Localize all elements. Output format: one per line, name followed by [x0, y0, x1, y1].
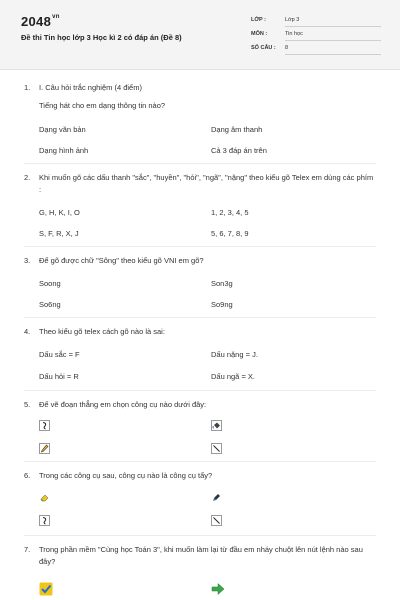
- option-3d[interactable]: So9ng: [211, 300, 233, 309]
- exam-header: [0, 0, 400, 70]
- subject-value: Tin học: [285, 31, 381, 41]
- meta-grade: LỚP : Lớp 3: [251, 17, 381, 29]
- option-1b[interactable]: Dạng âm thanh: [211, 125, 263, 134]
- option-1c[interactable]: Dạng hình ảnh: [39, 146, 89, 155]
- divider: [24, 461, 376, 462]
- line-tool-icon[interactable]: [211, 443, 222, 454]
- option-2d[interactable]: 5, 6, 7, 8, 9: [211, 229, 249, 238]
- meta-question-count: SỐ CÂU : 8: [251, 45, 381, 57]
- color-picker-icon[interactable]: [211, 492, 222, 503]
- curve-tool-icon[interactable]: [39, 515, 50, 526]
- option-1a[interactable]: Dạng văn bản: [39, 125, 86, 134]
- divider: [24, 317, 376, 318]
- curve-tool-icon[interactable]: [39, 420, 50, 431]
- divider: [24, 535, 376, 536]
- pencil-icon[interactable]: [39, 443, 50, 454]
- option-3b[interactable]: Son3g: [211, 279, 233, 288]
- check-mark-icon[interactable]: [39, 582, 53, 596]
- site-logo[interactable]: $2048^{vn}$: [21, 14, 60, 29]
- green-arrow-icon[interactable]: [211, 582, 225, 596]
- eraser-icon[interactable]: [39, 492, 50, 503]
- option-3a[interactable]: Soong: [39, 279, 61, 288]
- divider: [24, 246, 376, 247]
- option-4a[interactable]: Dấu sắc = F: [39, 350, 80, 359]
- option-4b[interactable]: Dấu nặng = J.: [211, 350, 258, 359]
- grade-value: Lớp 3: [285, 17, 381, 27]
- question-count-value: 8: [285, 45, 381, 55]
- option-2b[interactable]: 1, 2, 3, 4, 5: [211, 208, 249, 217]
- option-1d[interactable]: Cả 3 đáp án trên: [211, 146, 267, 155]
- meta-subject: MÔN : Tin học: [251, 31, 381, 43]
- exam-title: Đề thi Tin học lớp 3 Học kì 2 có đáp án (Đề 8): [21, 33, 182, 42]
- divider: [24, 163, 376, 164]
- question-list: 1. I. Câu hỏi trắc nghiệm (4 điểm) Tiếng hát cho em dạng thông tin nào? Dạng văn bản Dạng âm thanh Dạng hình ảnh Cả 3 đáp án trên 2. Khi muốn gõ các dấu thanh "sắc", "huyền", "hỏi", "ngã", "nặng" theo kiểu gõ Telex em dùng các phím : G, H, K, I, O 1, 2, 3, 4, 5 S, F, R, X, J 5, 6, 7, 8, 9 3. Để gõ được chữ "Sông" theo kiểu gõ VNI em gõ? Soong Son3g So6ng So9ng 4. Theo kiểu gõ telex cách gõ nào là sai: Dấu sắc = F Dấu nặng = J. Dấu hỏi = R Dấu ngã = X. 5. Để vẽ đoạn thẳng em chọn công cụ nào dưới đây: 6. Trong các công cụ sau, công cụ nào là công cụ tẩy? 7. Trong phần mềm "Cùng học Toán 3", khi muốn làm lại từ đầu em nháy chuột lên nút lệnh nào sau đây?: [0, 70, 400, 600]
- option-4c[interactable]: Dấu hỏi = R: [39, 372, 79, 381]
- line-tool-icon[interactable]: [211, 515, 222, 526]
- fill-bucket-icon[interactable]: [211, 420, 222, 431]
- divider: [24, 390, 376, 391]
- option-2a[interactable]: G, H, K, I, O: [39, 208, 80, 217]
- option-4d[interactable]: Dấu ngã = X.: [211, 372, 255, 381]
- option-2c[interactable]: S, F, R, X, J: [39, 229, 79, 238]
- option-3c[interactable]: So6ng: [39, 300, 61, 309]
